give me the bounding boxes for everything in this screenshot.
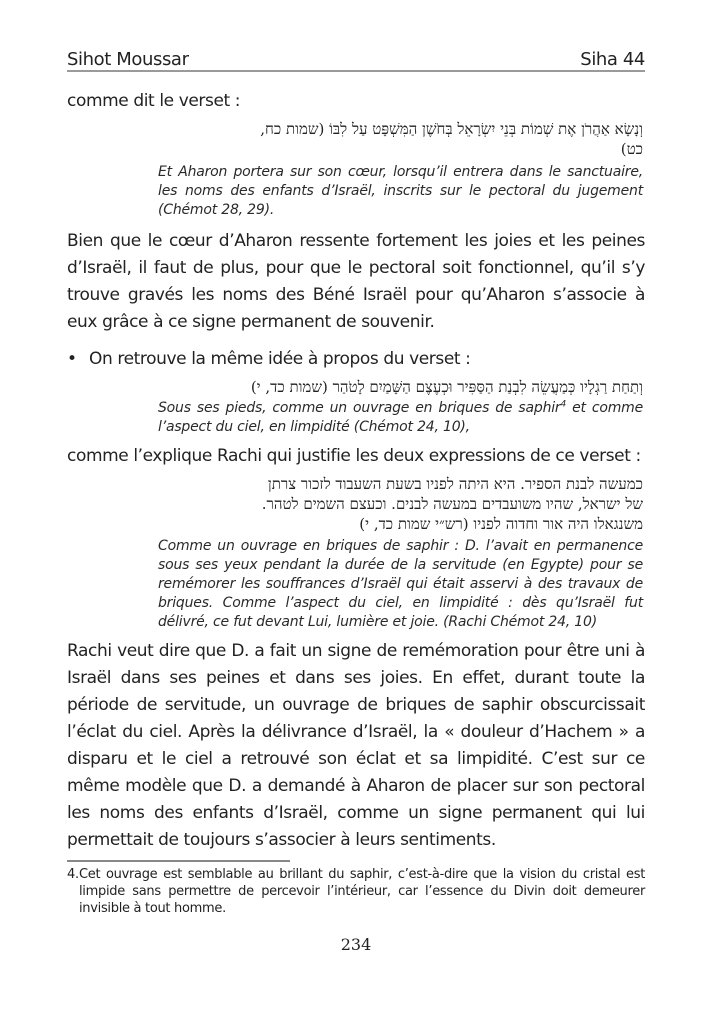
rachi-block xyxy=(158,474,643,632)
verse-2-translation xyxy=(158,399,643,437)
verse-2-hebrew: וְתַחַת רַגְלָיו כְּמַעֲשֵׂה לִבְנַת הַסַּפִּיר וּכְעֶצֶם הַשָּׁמַיִם לָטֹהַר (שמות כד, י) xyxy=(250,378,643,396)
rachi-hebrew-line-3: משנגאלו היה אור וחדוה לפניו (רש״י שמות כד, י) xyxy=(359,515,643,533)
rachi-hebrew-line-2: של ישראל, שהיו משועבדים במעשה לבנים. וכעצם השמים לטהר. xyxy=(261,495,643,513)
verse-2-translation-part-2: et comme l’aspect du ciel, en limpidité (Chémot 24, 10), xyxy=(158,400,644,435)
section-label: Siha 44 xyxy=(580,49,645,70)
page-number: 234 xyxy=(340,934,372,954)
paragraph-2: Rachi veut dire que D. a fait un signe de remémoration pour être uni à Israël dans ses peines et dans ses joies. En effet, durant toute la période de servitude, un ouvrage de briques de saphir obscurcissait l’éclat du ciel. Après la délivrance d’Israël, la « douleur d’Hachem » a disparu et le ciel a retrouvé son éclat et sa limpidité. C’est sur ce même modèle que D. a demandé à Aharon de placer sur son pectoral les noms des enfants d’Israël, comme un signe permanent qui lui permettait de toujours s’associer à leurs sentiments. xyxy=(67,641,645,850)
verse-1-block xyxy=(158,119,643,220)
rachi-intro: comme l’explique Rachi qui justifie les deux expressions de ce verset : xyxy=(67,446,641,466)
footnote xyxy=(67,866,645,917)
paragraph-1: Bien que le cœur d’Aharon ressente fortement les joies et les peines d’Israël, il faut de plus, pour que le pectoral soit fonctionnel, qu’il s’y trouve gravés les noms des Béné Israël pour qu’Aharon s’associe à eux grâce à ce signe permanent de souvenir. xyxy=(67,231,645,332)
verse-1-hebrew-line-2: כט) xyxy=(620,140,643,158)
verse-2-translation-part-1: Sous ses pieds, comme un ouvrage en briques de saphir xyxy=(158,400,561,416)
bullet-text: On retrouve la même idée à propos du verset : xyxy=(89,349,471,369)
verse-1-hebrew-line-1: וְנָשָׂא אַהֲרֹן אֶת שְׁמוֹת בְּנֵי יִשְׂרָאֵל בְּחֹשֶׁן הַמִּשְׁפָּט עַל לִבּוֹ (שמות כח, xyxy=(260,120,643,138)
rachi-translation: Comme un ouvrage en briques de saphir : D. l’avait en permanence sous ses yeux pendant la durée de la servitude (en Egypte) pour se remémorer les souffrances d’Israël qui était asservi à des travaux de briques. Comme l’aspect du ciel, en limpidité : dès qu’Israël fut délivré, ce fut devant Lui, lumière et joie. (Rachi Chémot 24, 10) xyxy=(158,538,643,630)
verse-1-translation: Et Aharon portera sur son cœur, lorsqu’il entrera dans le sanctuaire, les noms des enfants d’Israël, inscrits sur le pectoral du jugement (Chémot 28, 29). xyxy=(158,164,643,218)
bullet-marker: • xyxy=(67,349,77,369)
book-title: Sihot Moussar xyxy=(67,49,189,70)
page-body xyxy=(67,0,645,964)
footnote-ref[interactable]: 4 xyxy=(560,399,567,410)
rachi-hebrew-line-1: כמעשה לבנת הספיר. היא היתה לפניו בשעת השעבוד לזכור צרתן xyxy=(267,475,643,493)
intro-line: comme dit le verset : xyxy=(67,91,241,111)
footnote-rule xyxy=(67,860,290,862)
footnote-text: Cet ouvrage est semblable au brillant du saphir, c’est-à-dire que la vision du cristal est limpide sans permettre de percevoir l’intérieur, car l’essence du Divin doit demeurer invisible à tout homme. xyxy=(79,866,645,916)
verse-2-block xyxy=(158,377,643,437)
bullet-item xyxy=(67,346,645,373)
footnote-number: 4. xyxy=(67,866,79,882)
